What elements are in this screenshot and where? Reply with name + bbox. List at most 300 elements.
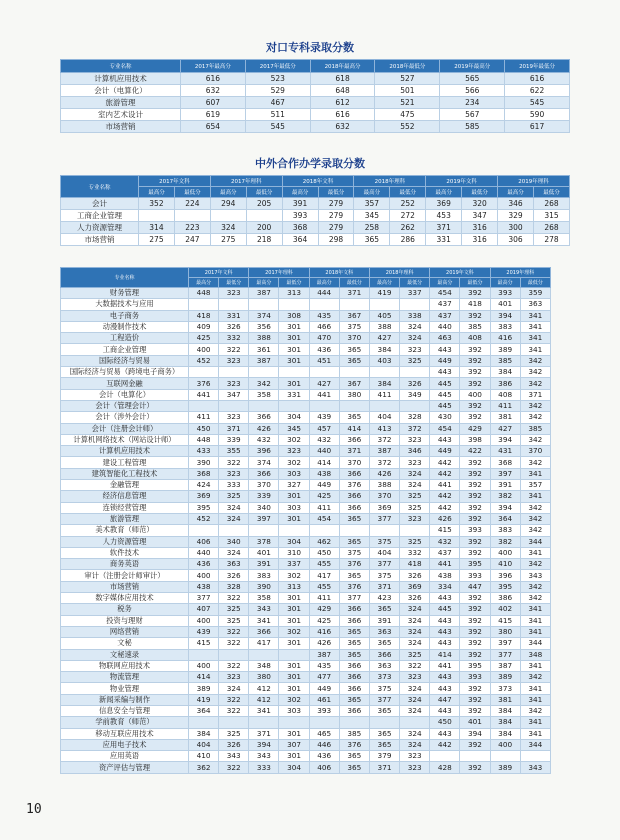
cell-score: 331 (219, 310, 249, 321)
cell-score: 565 (440, 73, 505, 85)
cell-score: 341 (249, 615, 279, 626)
cell-score: 338 (400, 310, 430, 321)
cell-score: 443 (430, 728, 460, 739)
cell-score (309, 367, 339, 378)
cell-score: 392 (460, 705, 490, 716)
cell-score: 442 (430, 457, 460, 468)
cell-score: 384 (490, 367, 520, 378)
page-number: 10 (26, 802, 42, 817)
cell-score: 341 (520, 333, 550, 344)
cell-score: 397 (249, 513, 279, 524)
cell-score: 389 (490, 672, 520, 683)
cell-score: 392 (460, 378, 490, 389)
cell-score: 425 (309, 491, 339, 502)
column-header-score: 2019年最高分 (440, 60, 505, 73)
cell-score: 324 (400, 333, 430, 344)
cell-score: 392 (460, 310, 490, 321)
column-group-header: 2019年文科 (430, 268, 490, 278)
cell-score (279, 717, 309, 728)
cell-score: 616 (505, 73, 570, 85)
cell-major-name: 会计（电算化） (61, 85, 181, 97)
cell-score: 545 (245, 121, 310, 133)
cell-score (339, 367, 369, 378)
column-group-header: 2017年理科 (249, 268, 309, 278)
column-header-max: 最高分 (369, 278, 399, 288)
cell-score: 380 (339, 389, 369, 400)
cell-score: 426 (430, 513, 460, 524)
table-row (61, 109, 570, 121)
cell-score: 371 (426, 222, 462, 234)
cell-score: 395 (490, 581, 520, 592)
cell-score (219, 717, 249, 728)
cell-score: 616 (181, 73, 246, 85)
cell-score: 451 (309, 355, 339, 366)
cell-score: 322 (219, 638, 249, 649)
cell-score: 400 (189, 570, 219, 581)
table-row (61, 547, 551, 558)
cell-score: 452 (189, 355, 219, 366)
table-row (61, 638, 551, 649)
cell-score: 393 (460, 570, 490, 581)
cell-score: 341 (520, 310, 550, 321)
cell-score: 374 (249, 457, 279, 468)
cell-score (249, 299, 279, 310)
cell-score: 372 (369, 434, 399, 445)
column-header-max: 最高分 (430, 278, 460, 288)
column-header-max: 最高分 (210, 187, 246, 198)
column-group-header: 2018年理科 (369, 268, 429, 278)
cell-major-name: 税务 (61, 604, 189, 615)
column-header-min: 最低分 (390, 187, 426, 198)
cell-score: 363 (369, 660, 399, 671)
cell-score: 426 (249, 423, 279, 434)
cell-score: 392 (460, 513, 490, 524)
cell-score: 326 (400, 593, 430, 604)
cell-score: 607 (181, 97, 246, 109)
cell-score: 437 (430, 547, 460, 558)
cell-major-name: 旅游管理 (61, 97, 181, 109)
cell-major-name: 建筑智能化工程技术 (61, 468, 189, 479)
cell-score: 419 (189, 694, 219, 705)
cell-score: 447 (430, 694, 460, 705)
cell-score: 346 (400, 446, 430, 457)
table-row (61, 299, 551, 310)
table-joint-program-scores (60, 175, 570, 246)
cell-score: 418 (460, 299, 490, 310)
table-row (61, 73, 570, 85)
cell-score: 377 (369, 513, 399, 524)
cell-score: 369 (400, 581, 430, 592)
cell-score: 324 (400, 615, 430, 626)
cell-score: 306 (498, 234, 534, 246)
cell-score: 380 (490, 626, 520, 637)
cell-score (400, 299, 430, 310)
cell-score: 342 (520, 513, 550, 524)
cell-score: 341 (520, 468, 550, 479)
cell-score: 439 (189, 626, 219, 637)
column-group-header: 2017年文科 (189, 268, 249, 278)
cell-major-name: 新闻采编与制作 (61, 694, 189, 705)
cell-score: 344 (520, 536, 550, 547)
table-row (61, 97, 570, 109)
cell-score: 303 (279, 468, 309, 479)
cell-score: 341 (520, 491, 550, 502)
cell-score: 200 (246, 222, 282, 234)
cell-score: 442 (430, 491, 460, 502)
cell-score (339, 717, 369, 728)
cell-score: 385 (460, 321, 490, 332)
cell-score: 387 (249, 288, 279, 299)
cell-score: 341 (520, 660, 550, 671)
column-header-major: 专业名称 (61, 60, 181, 73)
cell-score: 467 (245, 97, 310, 109)
cell-score: 429 (309, 604, 339, 615)
cell-score: 392 (460, 288, 490, 299)
cell-score: 385 (520, 423, 550, 434)
cell-score: 412 (249, 683, 279, 694)
cell-score: 392 (460, 344, 490, 355)
cell-score: 358 (249, 389, 279, 400)
table-row (61, 739, 551, 750)
cell-score: 392 (460, 626, 490, 637)
cell-score (339, 299, 369, 310)
cell-score: 347 (462, 210, 498, 222)
cell-score (460, 751, 490, 762)
column-group-header: 2019年理科 (498, 176, 570, 187)
cell-score: 401 (490, 299, 520, 310)
cell-score: 323 (400, 344, 430, 355)
table-row (61, 649, 551, 660)
cell-score: 392 (460, 468, 490, 479)
cell-score: 324 (400, 739, 430, 750)
cell-score: 441 (430, 480, 460, 491)
cell-score: 400 (189, 660, 219, 671)
cell-score: 324 (400, 604, 430, 615)
cell-score: 341 (520, 728, 550, 739)
cell-score: 278 (533, 234, 569, 246)
column-header-score: 2018年最高分 (310, 60, 375, 73)
cell-score: 368 (189, 468, 219, 479)
cell-score: 333 (249, 762, 279, 773)
cell-score: 344 (520, 638, 550, 649)
cell-score: 398 (460, 434, 490, 445)
cell-score: 339 (219, 434, 249, 445)
table-row (61, 210, 570, 222)
cell-score: 325 (219, 728, 249, 739)
cell-score: 323 (400, 513, 430, 524)
cell-score: 632 (310, 121, 375, 133)
cell-score: 404 (369, 412, 399, 423)
column-header-max: 最高分 (309, 278, 339, 288)
cell-score: 440 (309, 446, 339, 457)
cell-major-name: 电子商务 (61, 310, 189, 321)
cell-score: 340 (249, 502, 279, 513)
cell-score: 323 (219, 468, 249, 479)
cell-score: 324 (400, 705, 430, 716)
cell-score: 387 (309, 649, 339, 660)
cell-score: 286 (390, 234, 426, 246)
cell-score: 377 (369, 559, 399, 570)
cell-score: 382 (490, 536, 520, 547)
cell-score: 396 (249, 446, 279, 457)
cell-score: 376 (339, 739, 369, 750)
cell-score: 326 (400, 570, 430, 581)
cell-score: 323 (219, 378, 249, 389)
cell-score: 394 (490, 434, 520, 445)
table-row (61, 400, 551, 411)
cell-score: 443 (430, 434, 460, 445)
cell-score: 396 (490, 570, 520, 581)
cell-score: 365 (339, 412, 369, 423)
cell-score: 388 (369, 480, 399, 491)
column-group-header: 2019年理科 (490, 268, 550, 278)
cell-major-name: 应用电子技术 (61, 739, 189, 750)
cell-major-name: 文秘速录 (61, 649, 189, 660)
cell-score: 443 (430, 615, 460, 626)
cell-score: 301 (279, 491, 309, 502)
cell-score (249, 367, 279, 378)
cell-score: 383 (490, 525, 520, 536)
cell-score: 616 (310, 109, 375, 121)
cell-score (400, 525, 430, 536)
cell-score: 323 (279, 446, 309, 457)
column-header-major: 专业名称 (61, 176, 139, 198)
cell-score: 427 (369, 333, 399, 344)
cell-score: 379 (369, 751, 399, 762)
cell-major-name: 大数据技术与应用 (61, 299, 189, 310)
cell-score: 342 (520, 581, 550, 592)
cell-score: 365 (369, 728, 399, 739)
cell-score (369, 367, 399, 378)
cell-score: 443 (430, 626, 460, 637)
cell-score: 383 (249, 570, 279, 581)
cell-score (309, 299, 339, 310)
cell-score: 585 (440, 121, 505, 133)
cell-score: 452 (189, 513, 219, 524)
table-row (61, 694, 551, 705)
table-row (61, 198, 570, 210)
cell-score: 326 (400, 378, 430, 389)
cell-score: 394 (490, 310, 520, 321)
cell-score: 323 (400, 457, 430, 468)
cell-score: 412 (249, 694, 279, 705)
cell-score: 301 (279, 728, 309, 739)
cell-score: 325 (400, 355, 430, 366)
cell-score: 322 (400, 660, 430, 671)
column-group-header: 2019年文科 (426, 176, 498, 187)
table-row (61, 751, 551, 762)
cell-score: 316 (462, 234, 498, 246)
cell-major-name: 移动互联应用技术 (61, 728, 189, 739)
cell-score: 393 (460, 525, 490, 536)
cell-major-name: 物流管理 (61, 672, 189, 683)
cell-score: 375 (339, 547, 369, 558)
cell-score: 349 (400, 389, 430, 400)
table-row (61, 288, 551, 299)
cell-score: 322 (219, 593, 249, 604)
cell-score: 545 (505, 97, 570, 109)
cell-score: 365 (339, 536, 369, 547)
cell-major-name: 计算机应用技术 (61, 446, 189, 457)
cell-score: 366 (339, 705, 369, 716)
cell-score: 371 (520, 389, 550, 400)
cell-score: 388 (369, 321, 399, 332)
cell-major-name: 财务管理 (61, 288, 189, 299)
cell-score: 566 (440, 85, 505, 97)
cell-score: 324 (400, 683, 430, 694)
cell-score: 368 (490, 457, 520, 468)
cell-score: 358 (249, 593, 279, 604)
cell-score: 326 (219, 321, 249, 332)
cell-score: 394 (490, 502, 520, 513)
column-header-max: 最高分 (498, 187, 534, 198)
cell-major-name: 应用英语 (61, 751, 189, 762)
cell-score: 348 (249, 660, 279, 671)
cell-score: 343 (219, 751, 249, 762)
cell-score: 380 (249, 672, 279, 683)
cell-score: 445 (430, 378, 460, 389)
table-row (61, 457, 551, 468)
cell-score: 371 (339, 446, 369, 457)
cell-score: 393 (460, 672, 490, 683)
cell-score: 301 (279, 751, 309, 762)
cell-score: 365 (339, 626, 369, 637)
cell-score: 443 (430, 705, 460, 716)
cell-score: 475 (375, 109, 440, 121)
cell-score: 427 (490, 423, 520, 434)
cell-score: 343 (249, 604, 279, 615)
cell-score: 366 (339, 615, 369, 626)
cell-score: 622 (505, 85, 570, 97)
table-row (61, 344, 551, 355)
cell-score: 391 (490, 480, 520, 491)
cell-score: 341 (520, 344, 550, 355)
cell-score: 303 (279, 705, 309, 716)
cell-score: 416 (309, 626, 339, 637)
cell-score: 340 (219, 536, 249, 547)
cell-major-name: 连锁经营管理 (61, 502, 189, 513)
cell-score: 367 (339, 310, 369, 321)
cell-score: 357 (354, 198, 390, 210)
cell-score: 304 (279, 412, 309, 423)
cell-score (279, 400, 309, 411)
cell-score (309, 717, 339, 728)
cell-score: 370 (339, 457, 369, 468)
table-row (61, 378, 551, 389)
cell-score: 632 (181, 85, 246, 97)
cell-score: 388 (249, 333, 279, 344)
cell-score: 342 (520, 559, 550, 570)
cell-score: 343 (520, 762, 550, 773)
cell-score: 342 (520, 457, 550, 468)
cell-score: 392 (460, 355, 490, 366)
cell-score: 375 (369, 683, 399, 694)
cell-score: 365 (339, 638, 369, 649)
cell-score: 392 (460, 491, 490, 502)
cell-score: 390 (249, 581, 279, 592)
cell-score: 362 (189, 762, 219, 773)
cell-score: 205 (246, 198, 282, 210)
cell-major-name: 计算机网络技术（网站设计师） (61, 434, 189, 445)
cell-score: 342 (520, 378, 550, 389)
cell-score: 323 (400, 751, 430, 762)
cell-score: 377 (490, 649, 520, 660)
cell-score: 376 (189, 378, 219, 389)
cell-score: 401 (460, 717, 490, 728)
cell-score: 443 (430, 638, 460, 649)
cell-score: 341 (520, 683, 550, 694)
cell-major-name: 物联网应用技术 (61, 660, 189, 671)
cell-score: 279 (318, 222, 354, 234)
cell-score: 446 (309, 739, 339, 750)
cell-score: 342 (520, 502, 550, 513)
cell-score: 463 (430, 333, 460, 344)
table-row (61, 333, 551, 344)
table-row (61, 717, 551, 728)
cell-major-name: 国际经济与贸易 (61, 355, 189, 366)
column-header-score: 2019年最低分 (505, 60, 570, 73)
cell-score: 433 (189, 446, 219, 457)
cell-score: 366 (249, 468, 279, 479)
cell-major-name: 审计（注册会计师审计） (61, 570, 189, 581)
cell-score: 414 (339, 423, 369, 434)
cell-score: 301 (279, 344, 309, 355)
cell-score: 470 (309, 333, 339, 344)
cell-score: 375 (369, 536, 399, 547)
table-row (61, 581, 551, 592)
cell-score (189, 525, 219, 536)
header-row-groups (61, 176, 570, 187)
cell-score: 301 (279, 355, 309, 366)
cell-score: 372 (400, 423, 430, 434)
cell-score: 252 (390, 198, 426, 210)
cell-score: 428 (430, 762, 460, 773)
cell-score: 332 (400, 547, 430, 558)
cell-score: 435 (309, 310, 339, 321)
cell-score: 366 (339, 491, 369, 502)
cell-score: 323 (400, 762, 430, 773)
cell-score: 331 (426, 234, 462, 246)
cell-score: 361 (249, 344, 279, 355)
cell-score: 501 (375, 85, 440, 97)
cell-major-name: 文秘 (61, 638, 189, 649)
cell-score: 392 (460, 536, 490, 547)
cell-score: 411 (189, 412, 219, 423)
cell-score: 279 (318, 210, 354, 222)
cell-score: 415 (490, 615, 520, 626)
table-row (61, 434, 551, 445)
cell-major-name: 金融管理 (61, 480, 189, 491)
column-header-max: 最高分 (490, 278, 520, 288)
table-row (61, 615, 551, 626)
cell-score: 268 (533, 222, 569, 234)
cell-score: 384 (490, 728, 520, 739)
cell-score: 324 (219, 683, 249, 694)
cell-score: 523 (245, 73, 310, 85)
cell-score: 376 (339, 559, 369, 570)
cell-score (369, 525, 399, 536)
cell-score: 406 (309, 762, 339, 773)
cell-score: 323 (219, 355, 249, 366)
cell-score: 415 (430, 525, 460, 536)
cell-score: 364 (189, 705, 219, 716)
cell-score (219, 525, 249, 536)
cell-score: 407 (189, 604, 219, 615)
cell-score: 442 (430, 468, 460, 479)
cell-score: 370 (369, 491, 399, 502)
cell-score: 394 (249, 739, 279, 750)
cell-score: 341 (520, 626, 550, 637)
